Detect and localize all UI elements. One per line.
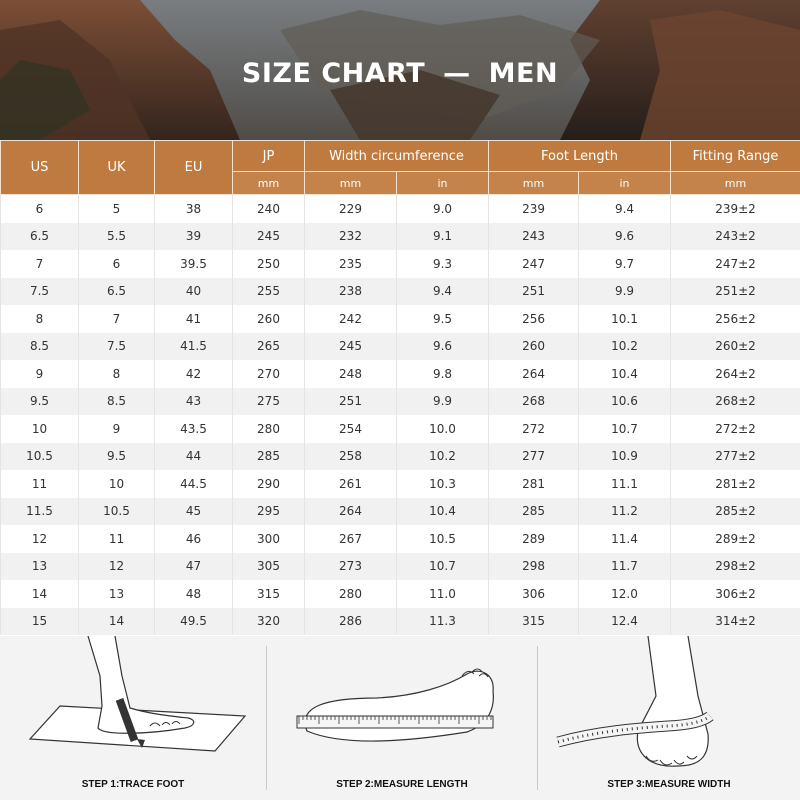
- cell-length-in: 12.0: [579, 580, 671, 608]
- cell-jp-mm: 245: [233, 223, 305, 251]
- cell-width-mm: 251: [305, 388, 397, 416]
- cell-fitting-range: 251±2: [671, 278, 800, 306]
- cell-length-in: 10.4: [579, 360, 671, 388]
- cell-length-in: 10.6: [579, 388, 671, 416]
- cell-width-mm: 245: [305, 333, 397, 361]
- cell-width-mm: 273: [305, 553, 397, 581]
- cell-length-in: 9.4: [579, 195, 671, 223]
- cell-eu: 40: [155, 278, 233, 306]
- cell-eu: 44.5: [155, 470, 233, 498]
- cell-jp-mm: 290: [233, 470, 305, 498]
- cell-width-in: 9.4: [397, 278, 489, 306]
- cell-length-mm: 272: [489, 415, 579, 443]
- cell-jp-mm: 280: [233, 415, 305, 443]
- table-header: [1, 141, 800, 195]
- cell-eu: 46: [155, 525, 233, 553]
- cell-eu: 47: [155, 553, 233, 581]
- cell-width-mm: 238: [305, 278, 397, 306]
- cell-length-mm: 239: [489, 195, 579, 223]
- table-row: [1, 443, 800, 471]
- cell-width-in: 10.0: [397, 415, 489, 443]
- cell-us: 14: [1, 580, 79, 608]
- cell-eu: 43.5: [155, 415, 233, 443]
- cell-fitting-range: 268±2: [671, 388, 800, 416]
- cell-eu: 39.5: [155, 250, 233, 278]
- cell-uk: 5: [79, 195, 155, 223]
- header-fitting-range: Fitting Range: [671, 141, 800, 172]
- cell-fitting-range: 277±2: [671, 443, 800, 471]
- cell-eu: 41.5: [155, 333, 233, 361]
- cell-width-in: 10.7: [397, 553, 489, 581]
- header-eu: EU: [155, 141, 233, 195]
- table-row: [1, 388, 800, 416]
- cell-length-in: 11.1: [579, 470, 671, 498]
- table-row: [1, 608, 800, 636]
- cell-width-in: 10.4: [397, 498, 489, 526]
- cell-width-mm: 248: [305, 360, 397, 388]
- cell-width-mm: 280: [305, 580, 397, 608]
- cell-uk: 10.5: [79, 498, 155, 526]
- cell-fitting-range: 239±2: [671, 195, 800, 223]
- cell-uk: 10: [79, 470, 155, 498]
- title-dash: —: [443, 58, 471, 89]
- cell-us: 6: [1, 195, 79, 223]
- measure-width-illustration: [538, 636, 800, 800]
- table-row: [1, 580, 800, 608]
- cell-eu: 42: [155, 360, 233, 388]
- table-row: [1, 498, 800, 526]
- cell-jp-mm: 265: [233, 333, 305, 361]
- measure-length-illustration: [267, 636, 537, 800]
- cell-width-mm: 242: [305, 305, 397, 333]
- cell-us: 8: [1, 305, 79, 333]
- cell-width-in: 11.0: [397, 580, 489, 608]
- cell-jp-mm: 255: [233, 278, 305, 306]
- cell-width-in: 9.0: [397, 195, 489, 223]
- cell-length-mm: 315: [489, 608, 579, 636]
- measuring-steps: [0, 636, 800, 800]
- step-1-label: STEP 1:TRACE FOOT: [81, 779, 185, 790]
- cell-us: 11: [1, 470, 79, 498]
- table-row: [1, 415, 800, 443]
- cell-length-in: 10.9: [579, 443, 671, 471]
- unit-length-in: in: [579, 172, 671, 195]
- cell-width-in: 10.2: [397, 443, 489, 471]
- cell-uk: 8: [79, 360, 155, 388]
- table-body: [1, 195, 800, 636]
- cell-fitting-range: 285±2: [671, 498, 800, 526]
- cell-uk: 6.5: [79, 278, 155, 306]
- cell-eu: 39: [155, 223, 233, 251]
- table-row: [1, 360, 800, 388]
- cell-jp-mm: 295: [233, 498, 305, 526]
- cell-length-mm: 247: [489, 250, 579, 278]
- cell-fitting-range: 272±2: [671, 415, 800, 443]
- cell-fitting-range: 306±2: [671, 580, 800, 608]
- cell-jp-mm: 260: [233, 305, 305, 333]
- cell-eu: 43: [155, 388, 233, 416]
- cell-width-in: 9.6: [397, 333, 489, 361]
- cell-fitting-range: 314±2: [671, 608, 800, 636]
- table-row: [1, 305, 800, 333]
- measuring-tape-icon: [297, 716, 493, 728]
- cell-eu: 49.5: [155, 608, 233, 636]
- title-main: SIZE CHART: [241, 58, 426, 89]
- cell-fitting-range: 298±2: [671, 553, 800, 581]
- step-2-label: STEP 2:MEASURE LENGTH: [336, 779, 468, 790]
- cell-uk: 9: [79, 415, 155, 443]
- cell-length-in: 9.7: [579, 250, 671, 278]
- header-us: US: [1, 141, 79, 195]
- cell-us: 9: [1, 360, 79, 388]
- cell-length-in: 11.2: [579, 498, 671, 526]
- cell-jp-mm: 250: [233, 250, 305, 278]
- cell-us: 10: [1, 415, 79, 443]
- unit-jp-mm: mm: [233, 172, 305, 195]
- cell-length-mm: 298: [489, 553, 579, 581]
- unit-length-mm: mm: [489, 172, 579, 195]
- cell-length-in: 10.7: [579, 415, 671, 443]
- cell-fitting-range: 281±2: [671, 470, 800, 498]
- cell-width-mm: 235: [305, 250, 397, 278]
- cell-jp-mm: 320: [233, 608, 305, 636]
- cell-length-in: 10.2: [579, 333, 671, 361]
- cell-length-mm: 243: [489, 223, 579, 251]
- cell-width-in: 11.3: [397, 608, 489, 636]
- cell-fitting-range: 256±2: [671, 305, 800, 333]
- cell-width-mm: 229: [305, 195, 397, 223]
- cell-length-mm: 277: [489, 443, 579, 471]
- cell-length-in: 9.6: [579, 223, 671, 251]
- table-row: [1, 553, 800, 581]
- cell-length-mm: 289: [489, 525, 579, 553]
- cell-us: 7.5: [1, 278, 79, 306]
- header-jp: JP: [233, 141, 305, 172]
- cell-length-mm: 268: [489, 388, 579, 416]
- step-3-label: STEP 3:MEASURE WIDTH: [607, 779, 731, 790]
- header-foot-length: Foot Length: [489, 141, 671, 172]
- table-row: [1, 333, 800, 361]
- header-width-circumference: Width circumference: [305, 141, 489, 172]
- step-1-panel: [0, 636, 266, 800]
- unit-width-in: in: [397, 172, 489, 195]
- table-row: [1, 250, 800, 278]
- cell-fitting-range: 243±2: [671, 223, 800, 251]
- cell-eu: 45: [155, 498, 233, 526]
- step-2-panel: [267, 636, 537, 800]
- table-row: [1, 278, 800, 306]
- cell-us: 9.5: [1, 388, 79, 416]
- cell-us: 10.5: [1, 443, 79, 471]
- cell-uk: 11: [79, 525, 155, 553]
- cell-fitting-range: 264±2: [671, 360, 800, 388]
- trace-foot-illustration: [0, 636, 266, 800]
- cell-us: 12: [1, 525, 79, 553]
- cell-jp-mm: 305: [233, 553, 305, 581]
- cell-length-in: 11.4: [579, 525, 671, 553]
- cell-jp-mm: 315: [233, 580, 305, 608]
- cell-us: 13: [1, 553, 79, 581]
- cell-length-mm: 256: [489, 305, 579, 333]
- cell-width-mm: 254: [305, 415, 397, 443]
- title-sub: MEN: [488, 58, 559, 89]
- cell-width-in: 9.8: [397, 360, 489, 388]
- cell-jp-mm: 240: [233, 195, 305, 223]
- table-row: [1, 223, 800, 251]
- cell-width-mm: 258: [305, 443, 397, 471]
- page-title: [0, 58, 800, 89]
- cell-length-mm: 281: [489, 470, 579, 498]
- cell-uk: 7: [79, 305, 155, 333]
- cell-length-in: 12.4: [579, 608, 671, 636]
- cell-width-in: 9.1: [397, 223, 489, 251]
- cell-eu: 48: [155, 580, 233, 608]
- cell-length-in: 9.9: [579, 278, 671, 306]
- cell-eu: 38: [155, 195, 233, 223]
- cell-uk: 8.5: [79, 388, 155, 416]
- header-uk: UK: [79, 141, 155, 195]
- unit-fitting-mm: mm: [671, 172, 800, 195]
- header-row-1: [1, 141, 800, 172]
- cell-eu: 44: [155, 443, 233, 471]
- cell-width-in: 10.3: [397, 470, 489, 498]
- cell-us: 11.5: [1, 498, 79, 526]
- step-3-panel: [538, 636, 800, 800]
- table-row: [1, 525, 800, 553]
- cell-uk: 5.5: [79, 223, 155, 251]
- unit-width-mm: mm: [305, 172, 397, 195]
- cell-length-mm: 285: [489, 498, 579, 526]
- cell-uk: 7.5: [79, 333, 155, 361]
- cell-width-mm: 286: [305, 608, 397, 636]
- cell-uk: 13: [79, 580, 155, 608]
- cell-jp-mm: 300: [233, 525, 305, 553]
- cell-us: 15: [1, 608, 79, 636]
- cell-fitting-range: 289±2: [671, 525, 800, 553]
- cell-width-mm: 232: [305, 223, 397, 251]
- cell-fitting-range: 260±2: [671, 333, 800, 361]
- cell-uk: 6: [79, 250, 155, 278]
- cell-us: 6.5: [1, 223, 79, 251]
- cell-length-mm: 264: [489, 360, 579, 388]
- canyon-banner: [0, 0, 800, 140]
- cell-us: 8.5: [1, 333, 79, 361]
- cell-eu: 41: [155, 305, 233, 333]
- cell-length-in: 11.7: [579, 553, 671, 581]
- size-table-container: [0, 140, 800, 636]
- size-table: [0, 140, 800, 635]
- cell-length-mm: 260: [489, 333, 579, 361]
- cell-length-in: 10.1: [579, 305, 671, 333]
- cell-jp-mm: 275: [233, 388, 305, 416]
- cell-width-in: 10.5: [397, 525, 489, 553]
- cell-fitting-range: 247±2: [671, 250, 800, 278]
- cell-uk: 12: [79, 553, 155, 581]
- table-row: [1, 195, 800, 223]
- cell-width-mm: 264: [305, 498, 397, 526]
- cell-uk: 9.5: [79, 443, 155, 471]
- cell-jp-mm: 285: [233, 443, 305, 471]
- cell-width-mm: 267: [305, 525, 397, 553]
- cell-uk: 14: [79, 608, 155, 636]
- cell-us: 7: [1, 250, 79, 278]
- cell-jp-mm: 270: [233, 360, 305, 388]
- cell-length-mm: 306: [489, 580, 579, 608]
- cell-length-mm: 251: [489, 278, 579, 306]
- cell-width-mm: 261: [305, 470, 397, 498]
- table-row: [1, 470, 800, 498]
- cell-width-in: 9.5: [397, 305, 489, 333]
- cell-width-in: 9.3: [397, 250, 489, 278]
- cell-width-in: 9.9: [397, 388, 489, 416]
